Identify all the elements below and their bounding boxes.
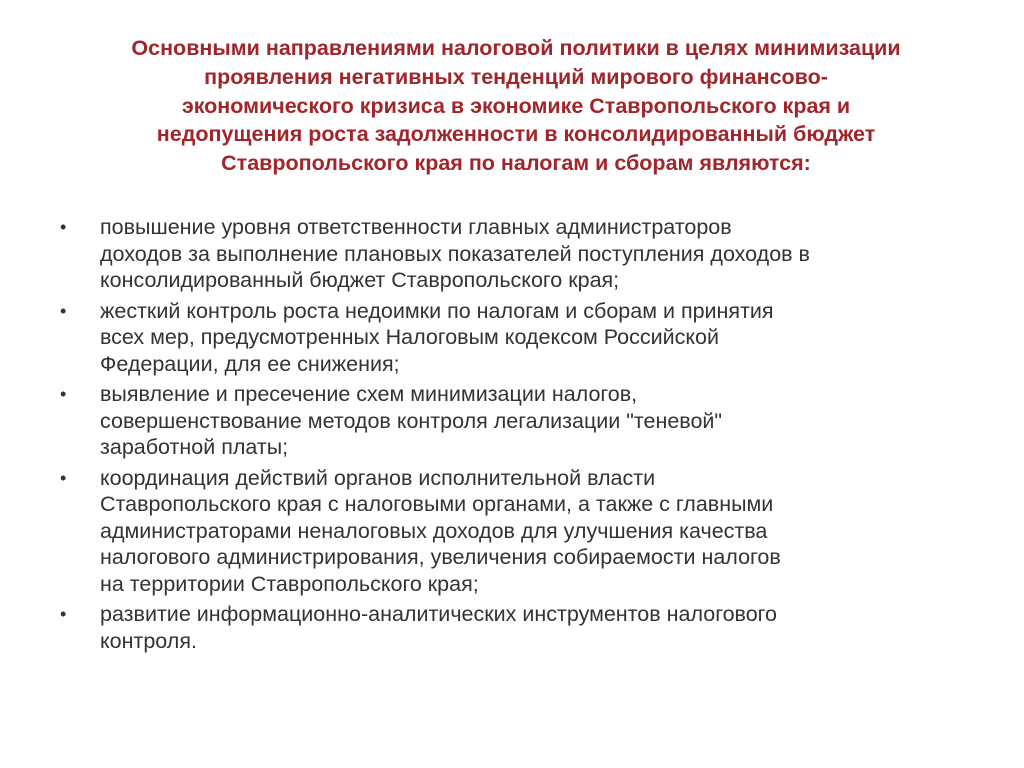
bullet-text-line: налогового администрирования, увеличения собираемости налогов [100,545,781,569]
bullet-text-line: совершенствование методов контроля легализации "теневой" [100,408,723,433]
bullet-item [60,601,990,654]
slide-title [60,34,972,178]
title-line: экономического кризиса в экономике Ставропольского края и [181,93,851,118]
bullet-text-line: повышение уровня ответственности главных администраторов [100,215,732,239]
bullet-text-line: заработной платы; [100,435,289,459]
bullet-item [60,465,990,598]
title-line: проявления негативных тенденций мирового финансово- [204,64,828,89]
bullet-item [60,298,990,378]
bullet-text-line: администраторами неналоговых доходов для улучшения качества [100,518,768,543]
bullet-text-line: контроля. [100,628,197,653]
bullet-list [60,214,990,658]
title-line: недопущения роста задолженности в консолидированный бюджет [156,122,876,147]
bullet-icon: • [60,300,67,321]
bullet-text-line: на территории Ставропольского края; [100,571,479,596]
bullet-text-line: всех мер, предусмотренных Налоговым кодексом Российской [100,325,720,349]
bullet-text-line: консолидированный бюджет Ставропольского края; [100,268,620,292]
bullet-text-line: доходов за выполнение плановых показателей поступления доходов в [100,241,810,266]
bullet-text-line: Ставропольского края с налоговыми органами, а также с главными [100,492,774,516]
bullet-text-line: выявление и пресечение схем минимизации налогов, [100,382,638,406]
bullet-text-line: развитие информационно-аналитических инструментов налогового [100,602,778,626]
bullet-icon: • [60,384,67,404]
title-line: Основными направлениями налоговой политики в целях минимизации [131,36,901,60]
bullet-text-line: координация действий органов исполнительной власти [100,465,656,490]
bullet-text-line: Федерации, для ее снижения; [100,351,400,376]
bullet-icon: • [60,467,67,488]
bullet-text-line: жесткий контроль роста недоимки по налогам и сборам и принятия [100,298,774,323]
bullet-item [60,214,990,294]
bullet-icon: • [60,217,67,237]
bullet-item [60,381,990,461]
title-line: Ставропольского края по налогам и сборам являются: [221,151,811,176]
bullet-icon: • [60,604,67,624]
